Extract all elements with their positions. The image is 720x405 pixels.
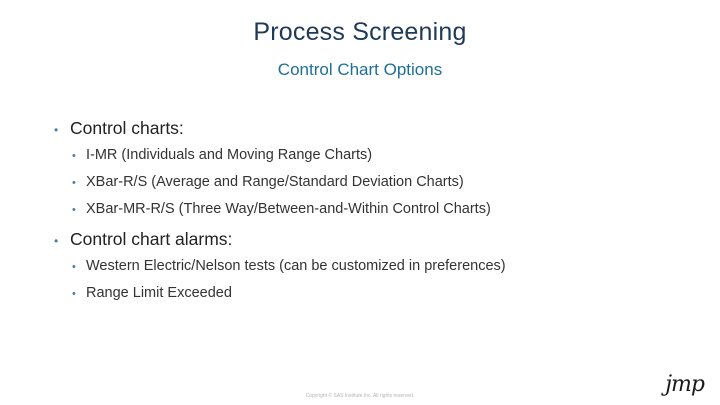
slide-subtitle: Control Chart Options [277,60,443,79]
list-item-label: Western Electric/Nelson tests (can be customized in preferences) [86,258,506,274]
list-item [54,280,694,307]
list-item [54,196,694,223]
bullet-icon: • [72,204,76,216]
sub-bullet-list [54,142,694,223]
bullet-icon: • [72,150,76,162]
list-item [54,142,694,169]
sub-bullet-list [54,253,694,307]
section-heading [54,225,694,253]
list-item-label: XBar-MR-R/S (Three Way/Between-and-Within Control Charts) [86,201,491,217]
bullet-icon: • [54,123,59,137]
bullet-icon: • [72,288,76,300]
list-item [54,169,694,196]
list-item [54,253,694,280]
list-item-label: Range Limit Exceeded [86,285,232,301]
jmp-logo-icon: jmp [665,372,704,397]
bullet-content [54,114,694,307]
section-control-charts [54,114,694,223]
slide-title: Process Screening [253,18,467,46]
section-heading-label: Control charts: [70,118,184,138]
section-heading-label: Control chart alarms: [70,229,233,249]
list-item-label: I-MR (Individuals and Moving Range Charts) [86,147,373,163]
bullet-icon: • [72,261,76,273]
section-control-chart-alarms [54,225,694,307]
section-heading [54,114,694,142]
copyright-footer: Copyright © SAS Institute Inc. All rights reserved. [305,393,415,399]
list-item-label: XBar-R/S (Average and Range/Standard Deviation Charts) [86,174,464,190]
bullet-icon: • [72,177,76,189]
bullet-icon: • [54,234,59,248]
